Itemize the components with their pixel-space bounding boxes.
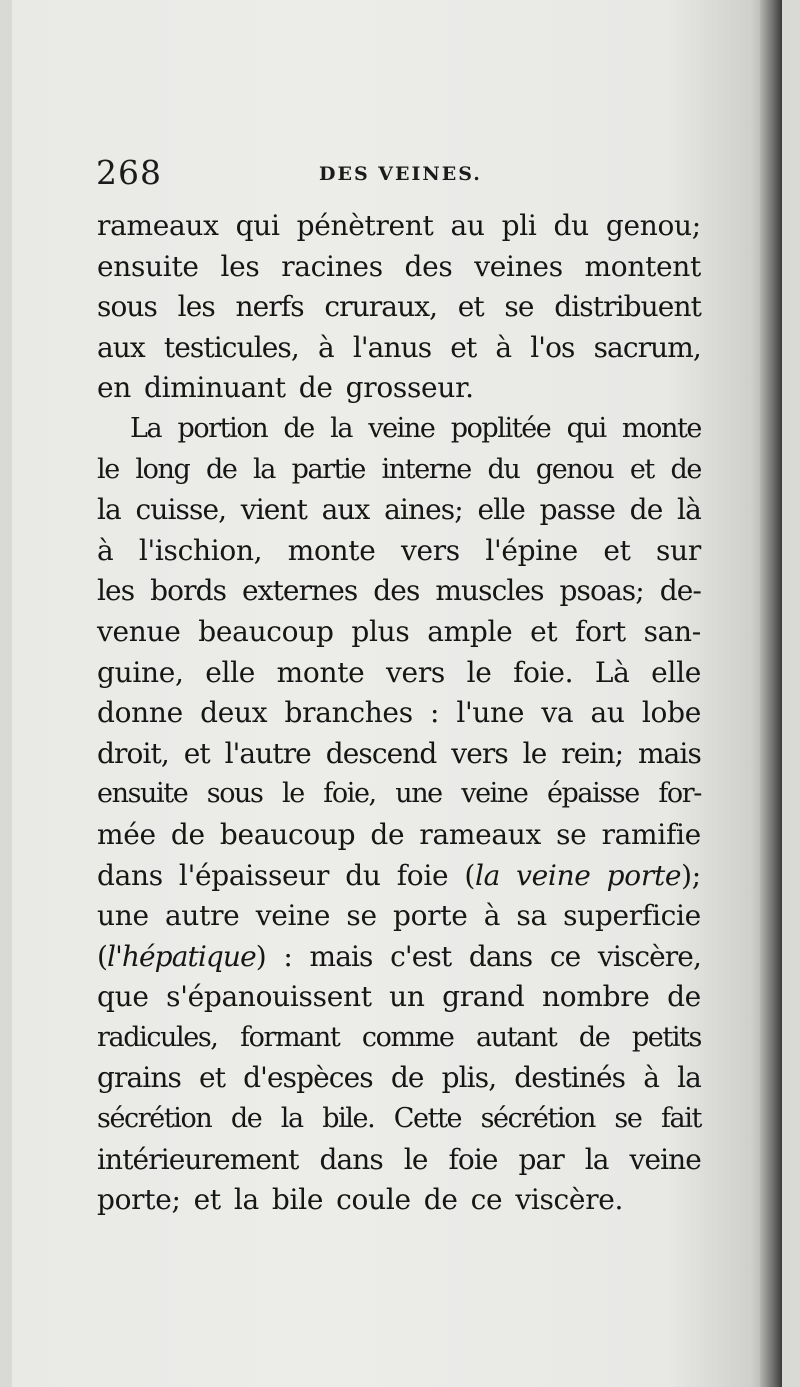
text-word: ensuite [97,249,199,283]
text-word: intérieurement [97,1142,299,1176]
body-text [97,206,701,1221]
text-line [97,206,701,247]
text-word: viscère. [515,1183,624,1217]
text-word: porte [392,899,468,933]
text-word: : [430,696,440,730]
text-word: et [193,1183,221,1217]
text-word: de [170,817,205,851]
text-word: l'une [456,696,525,730]
text-word: dans [468,939,533,973]
text-word: rameaux [97,209,219,242]
text-line [97,571,701,612]
text-word: de [670,453,701,485]
text-line [97,328,701,369]
text-word: du [487,453,520,485]
text-word: aines; [384,493,463,527]
text-word: le [466,655,492,689]
text-word: plis, [441,1061,497,1095]
text-word: lobe [641,696,701,730]
text-word: épaisse [546,778,639,810]
text-word: un [389,980,425,1014]
text-word: fort [575,614,626,648]
text-word: Cette [393,1103,462,1135]
text-word: qui [235,209,280,242]
running-head: DES VEINES. [319,163,482,185]
text-word: cruraux, [324,290,438,324]
text-word: pénètrent [296,209,434,242]
text-line [97,368,701,409]
text-line [97,693,701,734]
text-word: à [643,1061,659,1095]
text-line [97,896,701,937]
text-word: et [629,453,654,485]
text-word: la [677,1061,701,1095]
text-word: guine, [97,655,184,689]
text-word: long [135,453,190,485]
page-number: 268 [96,153,162,192]
text-word: de [205,453,237,485]
text-word: de [230,1103,262,1135]
text-word: foie [396,858,449,892]
text-word: grand [442,980,525,1014]
text-word: interne [381,453,471,485]
text-word: le [403,1142,428,1176]
text-word: sous [97,290,158,324]
text-word: La [130,412,162,444]
text-word: c'est [390,939,452,973]
text-word: se [504,290,534,324]
text-word: passe [539,493,615,527]
text-word: rameaux [419,817,541,851]
text-word: là [677,493,701,527]
text-word: la [253,453,275,485]
text-word: elle [651,655,701,689]
text-word: va [541,696,574,730]
text-word: (l'hépatique) [97,939,266,973]
text-word: autre [165,899,240,933]
text-word: veine [368,412,435,444]
text-line [97,531,701,572]
text-word: se [614,1103,642,1135]
text-word: ce [549,939,581,973]
text-word: la [584,1142,609,1176]
text-word: monte [276,655,365,689]
binding-shadow [760,0,782,1387]
text-word: portion [177,412,268,444]
text-word: elle [205,655,256,689]
text-word: : [283,939,292,973]
text-word: une [97,899,149,933]
text-word: poplitée [450,412,551,444]
text-word: et [183,736,210,770]
text-word: la [97,493,121,527]
text-line [97,653,701,694]
text-line [97,287,701,328]
text-word: nerfs [235,290,304,324]
text-word: l'épine [485,533,578,567]
text-word: for- [658,778,701,810]
text-word: des [404,249,453,283]
text-word: montent [584,249,701,283]
text-word: superficie [563,899,701,933]
text-line [97,612,701,653]
text-word: sa [516,899,547,933]
text-word: porte; [97,1183,181,1217]
text-word: ample [427,614,513,648]
text-word: qui [566,412,606,444]
text-word: dans [97,858,163,892]
text-line [97,856,701,897]
text-word: la [280,1103,303,1135]
text-word: à [97,533,114,567]
text-word: des [373,574,420,608]
text-word: mais [637,736,701,770]
text-word: les [177,290,215,324]
text-word: genou [535,453,614,485]
text-word: de [370,817,405,851]
text-word: petits [631,1021,701,1053]
text-word: ramifie [601,817,701,851]
text-word: et [603,533,631,567]
text-word: muscles [435,574,544,608]
text-word: la [233,1183,259,1217]
text-word: testicules, [163,330,299,364]
text-word: de- [659,574,701,608]
text-word: d'espèces [243,1061,373,1095]
text-word: elle [477,493,525,527]
text-word: externes [242,574,358,608]
text-word: pli [501,209,537,242]
text-word: l'autre [224,736,311,770]
text-word: nombre [542,980,650,1014]
text-word: dans [319,1142,383,1176]
text-word: monte [621,412,701,444]
text-line [97,937,701,978]
text-line [97,490,701,531]
text-word: deux [200,696,268,730]
text-word: de [283,412,314,444]
text-word: grosseur. [345,371,474,405]
text-word: branches [284,696,413,730]
text-word: sur [656,533,701,567]
text-word: une [395,778,442,810]
text-line [97,977,701,1018]
text-word: bords [150,574,227,608]
text-word: partie [291,453,365,485]
text-word: coule [336,1183,411,1217]
text-word: foie [448,1142,498,1176]
text-word: à [483,899,501,933]
text-word: mais [309,939,373,973]
text-word: l'ischion, [138,533,263,567]
text-word: les [97,574,135,608]
text-word: grains [97,1061,181,1095]
text-word: au [450,209,485,242]
text-word: bile [271,1183,324,1217]
text-word: veines [474,249,563,283]
text-word: de [390,1061,424,1095]
text-word: la [330,412,353,444]
text-line [97,450,701,491]
text-word: radicules, [97,1021,218,1053]
text-word: et [199,1061,226,1095]
text-word: diminuant [144,371,286,405]
text-word: sous [206,778,263,810]
text-word: bile. [322,1103,375,1135]
text-word: et [457,290,484,324]
text-word: le [281,778,304,810]
text-word: comme [361,1021,454,1053]
text-word: beaucoup [219,817,356,851]
text-word: rein; [561,736,624,770]
text-word: sacrum, [593,330,701,364]
text-word: mée [97,817,156,851]
text-word: de [423,1183,458,1217]
text-word: que [97,980,149,1014]
text-word: aux [97,330,145,364]
text-word: psoas; [559,574,644,608]
text-word: le [97,453,119,485]
text-word: sécrétion [480,1103,595,1135]
text-word: fait [660,1103,701,1135]
text-word: de [667,980,701,1014]
text-word: à [495,330,512,364]
text-word: vers [400,533,460,567]
text-word: et [450,330,477,364]
text-word: en [97,371,132,405]
text-word: du [345,858,381,892]
text-word: donne [97,696,183,730]
text-word: venue [97,614,181,648]
text-word: l'épaisseur [178,858,330,892]
text-word: racines [281,249,383,283]
text-word: se [346,899,377,933]
text-word: au [590,696,625,730]
text-line [97,734,701,775]
text-word: veine [629,1142,701,1176]
text-word: ensuite [97,778,188,810]
text-word: le [522,736,547,770]
text-word: destinés [514,1061,626,1095]
page-header [96,153,700,199]
text-line [97,774,701,815]
text-word: vient [240,493,307,527]
text-word: (la [464,858,501,892]
text-word: viscère, [597,939,701,973]
text-word: genou; [605,209,701,242]
text-word: foie, [323,778,376,810]
text-word: descend [325,736,437,770]
text-word: autant [476,1021,557,1053]
text-word: de [629,493,663,527]
text-word: du [553,209,589,242]
text-line [97,815,701,856]
text-word: Là [594,655,630,689]
text-line [97,1058,701,1099]
text-word: beaucoup [198,614,334,648]
text-word: veine [516,858,591,892]
text-word: cuisse, [135,493,227,527]
text-word: plus [351,614,410,648]
text-word: aux [321,493,370,527]
text-word: porte); [606,858,701,892]
text-word: distribuent [554,290,701,324]
text-word: san- [643,614,701,648]
text-line [97,409,701,450]
text-word: formant [240,1021,340,1053]
text-word: droit, [97,736,169,770]
text-word: les [220,249,260,283]
text-word: foie. [513,655,574,689]
text-word: veine [255,899,331,933]
text-word: vers [386,655,445,689]
text-word: par [518,1142,564,1176]
text-word: se [556,817,587,851]
text-line [97,1018,701,1059]
text-word: sécrétion [97,1103,212,1135]
text-word: veine [461,778,528,810]
text-word: de [298,371,333,405]
text-word: monte [287,533,376,567]
text-word: s'épanouissent [166,980,372,1014]
text-word: et [530,614,558,648]
text-word: l'anus [352,330,432,364]
text-line [97,1180,701,1221]
text-line [97,1140,701,1181]
text-word: à [317,330,334,364]
text-word: ce [470,1183,503,1217]
text-line [97,1099,701,1140]
text-word: l'os [530,330,575,364]
text-word: de [578,1021,610,1053]
text-line [97,247,701,288]
text-word: vers [451,736,508,770]
